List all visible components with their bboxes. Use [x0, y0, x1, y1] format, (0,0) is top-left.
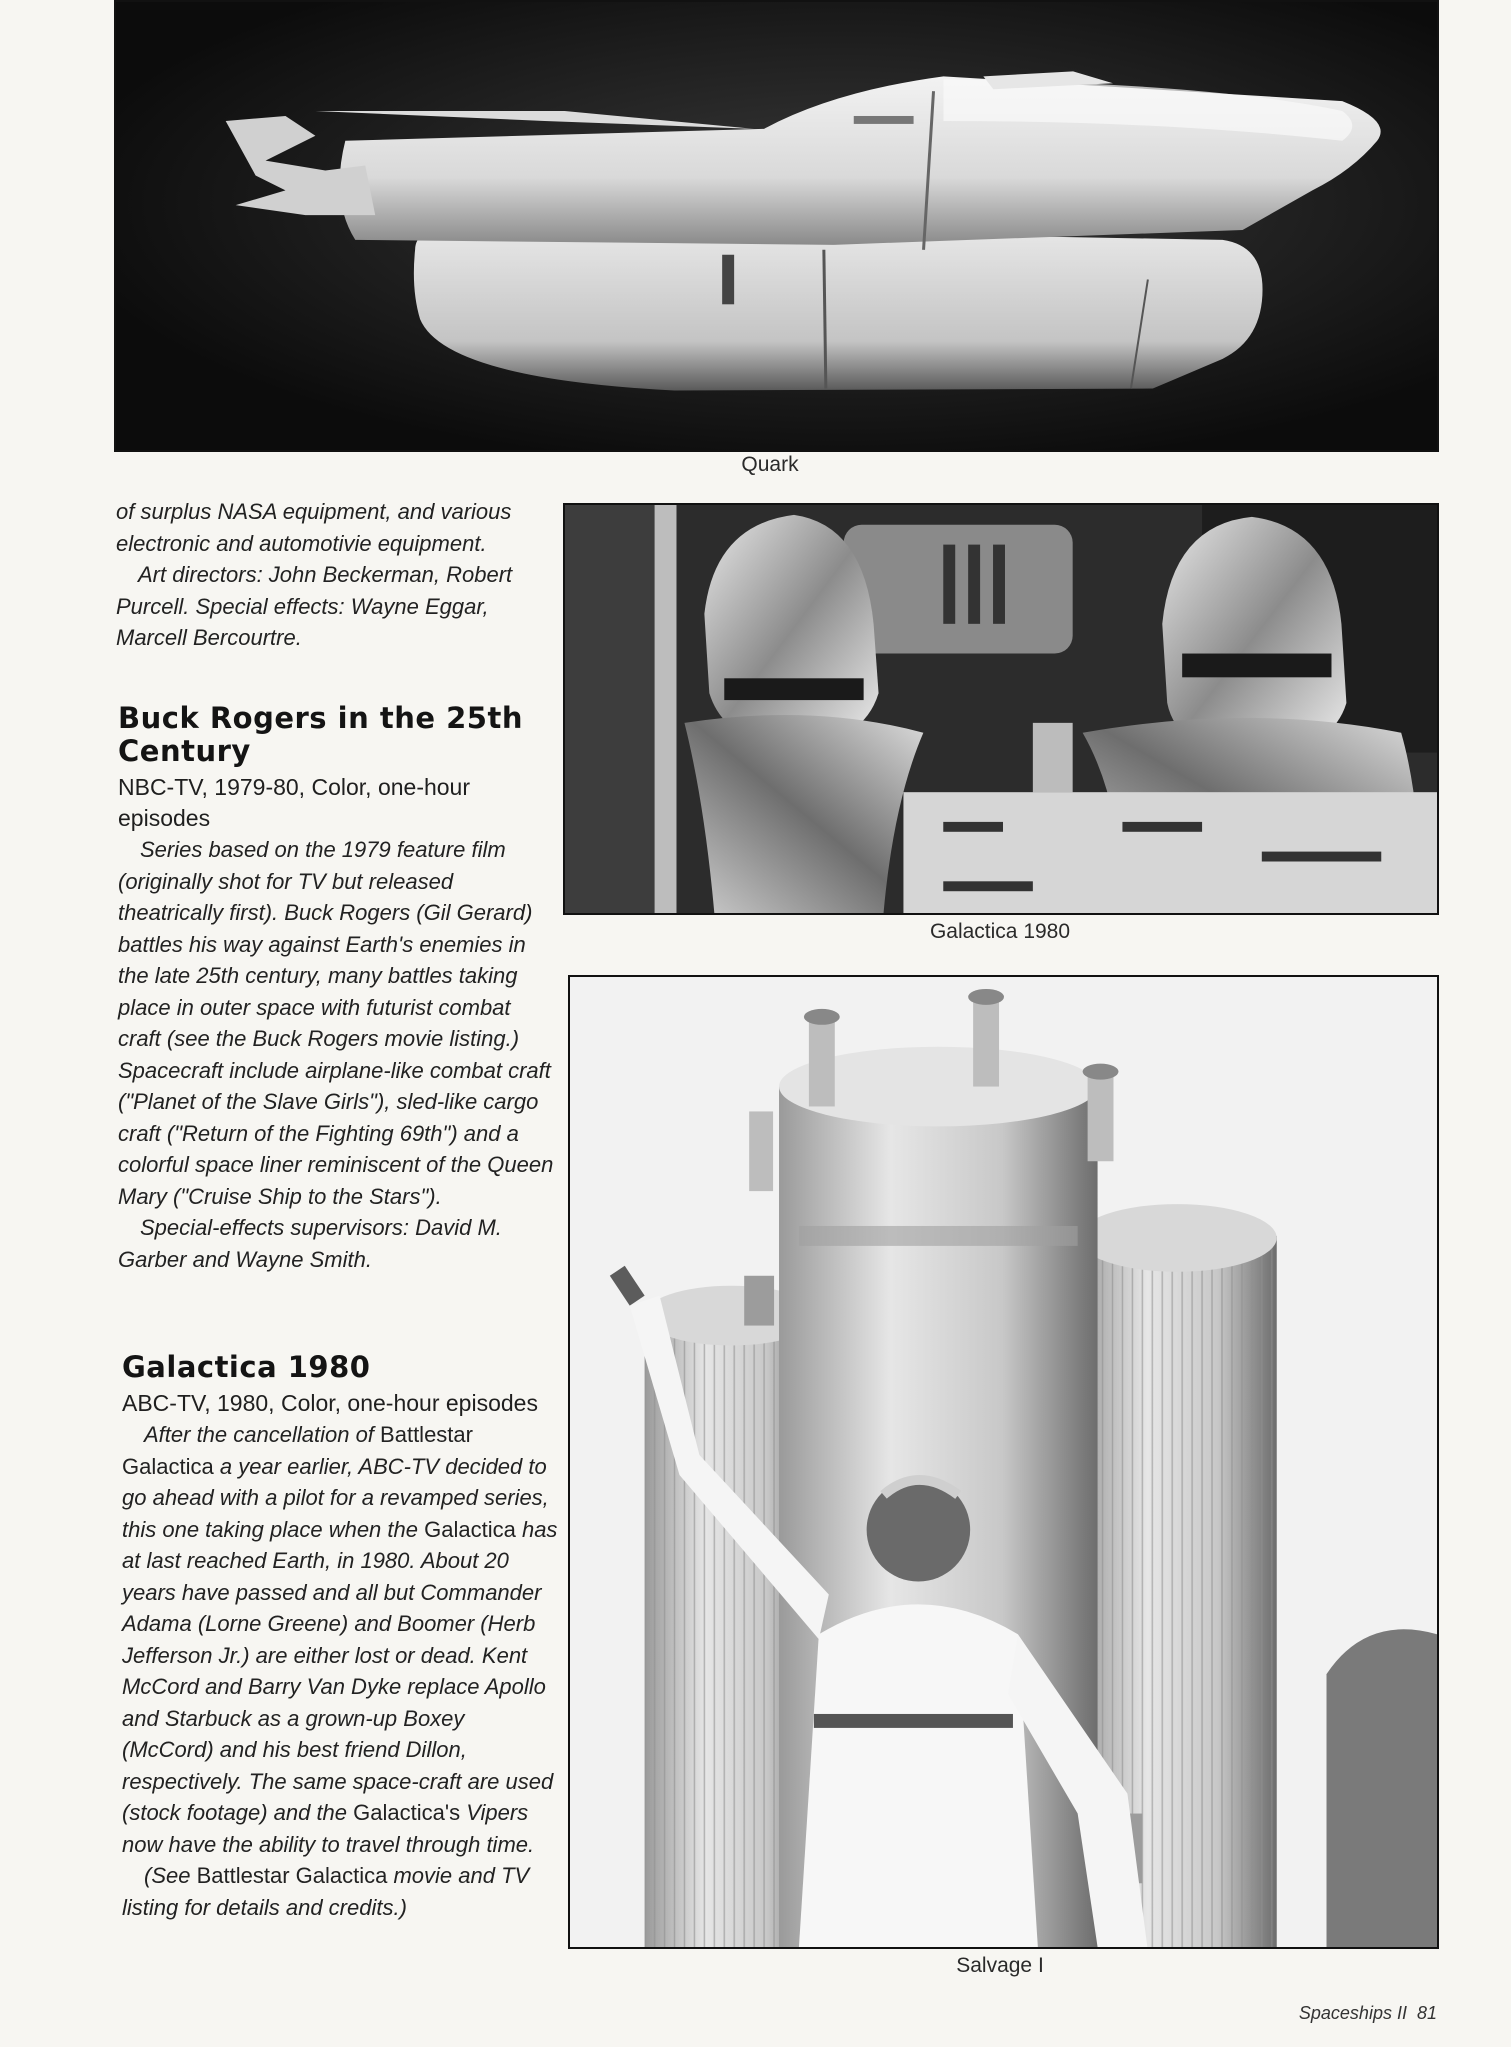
galactica-heading: Galactica 1980	[122, 1350, 371, 1384]
galactica-p1-e: has at last reached Earth, in 1980. About 20 years have passed and all but Commander Adama (Lorne Greene) and Boomer (Herb Jefferson Jr.) are either lost or dead. Kent McCord and Barry Van Dyke replace Apollo and Starbuck as a grown-up Boxey (McCord) and his best friend Dillon, respectively. The same space-craft are used (stock footage) and the	[122, 1516, 558, 1825]
buck-rogers-paragraph-2: Special-effects supervisors: David M. Garber and Wayne Smith.	[118, 1215, 502, 1272]
galactica-p1-ship-possessive: Galactica's	[353, 1800, 461, 1825]
galactica-paragraph-1	[122, 1419, 562, 1860]
continued-text	[116, 496, 556, 654]
galactica-network: ABC-TV, 1980, Color, one-hour episodes	[122, 1390, 538, 1416]
quark-spaceship-image	[116, 2, 1437, 450]
quark-caption: Quark	[741, 453, 799, 476]
continued-paragraph-2: Art directors: John Beckerman, Robert Purcell. Special effects: Wayne Eggar, Marcell Bercourtre.	[116, 562, 513, 650]
footer-book-title: Spaceships II	[1298, 2003, 1407, 2023]
galactica-p1-ship: Galactica	[424, 1516, 516, 1542]
buck-rogers-heading: Buck Rogers in the 25th Century	[118, 701, 523, 768]
salvage-caption: Salvage I	[956, 1954, 1044, 1977]
salvage-photo	[568, 975, 1439, 1949]
galactica-p1-g: Vipers now have the ability to travel through time.	[122, 1800, 535, 1857]
galactica-photo	[563, 503, 1439, 915]
galactica-p1-a: After the cancellation of	[144, 1422, 374, 1447]
buck-rogers-network: NBC-TV, 1979-80, Color, one-hour episodes	[118, 774, 471, 831]
page-footer	[1299, 2003, 1437, 2024]
galactica-entry	[122, 1351, 562, 1923]
buck-rogers-paragraph-1: Series based on the 1979 feature film (originally shot for TV but released theatrically first). Buck Rogers (Gil Gerard) battles his way against Earth's enemies in the late 25th century, many battles taking place in outer space with futurist combat craft (see the Buck Rogers movie listing.) Spacecraft include airplane-like combat craft ("Planet of the Slave Girls"), sled-like cargo craft ("Return of the Fighting 69th") and a colorful space liner reminiscent of the Queen Mary ("Cruise Ship to the Stars").	[118, 837, 554, 1209]
galactica-p2-a: (See	[144, 1863, 191, 1888]
quark-photo	[114, 0, 1439, 452]
continued-paragraph-1: of surplus NASA equipment, and various electronic and automotivie equipment.	[116, 499, 512, 556]
galactica-paragraph-2	[122, 1860, 562, 1923]
cylon-centurions-image	[565, 505, 1437, 913]
galactica-p1-title: Battlestar Galactica	[122, 1422, 473, 1479]
galactica-p1-c: a year earlier, ABC-TV decided to go ahead with a pilot for a revamped series, this one taking place when the	[122, 1453, 549, 1542]
salvage-rocket-image	[570, 977, 1437, 1947]
buck-rogers-entry	[118, 702, 558, 1275]
galactica-p2-c: movie and TV listing for details and credits.)	[122, 1863, 530, 1920]
galactica-p2-title: Battlestar Galactica	[196, 1863, 388, 1888]
page-number: 81	[1416, 2003, 1437, 2023]
galactica-caption: Galactica 1980	[929, 920, 1071, 943]
